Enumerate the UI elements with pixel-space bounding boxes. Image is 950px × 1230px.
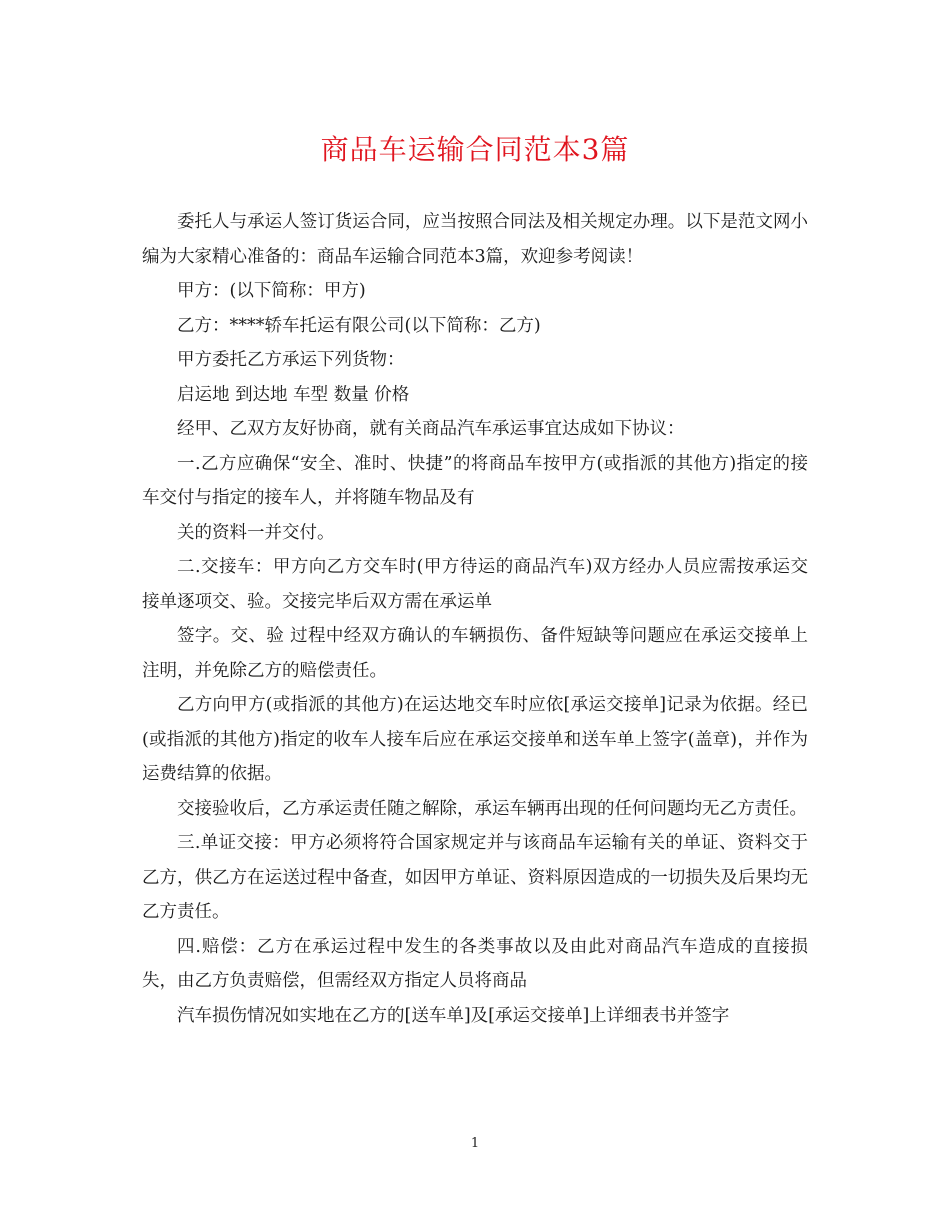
paragraph: 关的资料一并交付。 — [177, 522, 335, 543]
paragraph: 启运地 到达地 车型 数量 价格 — [177, 384, 410, 405]
paragraph: 乙方向甲方(或指派的其他方)在运达地交车时应依[承运交接单]记录为依据。经已(或指派的其他方)指定的收车人接车后应在承运交接单和送车单上签字(盖章)，并作为运费结算的依据。 — [142, 695, 808, 784]
paragraph: 三.单证交接：甲方必须将符合国家规定并与该商品车运输有关的单证、资料交于乙方，供乙方在运送过程中备查，如因甲方单证、资料原因造成的一切损失及后果均无乙方责任。 — [142, 833, 808, 922]
paragraph: 一.乙方应确保“安全、准时、快捷”的将商品车按甲方(或指派的其他方)指定的接车交付与指定的接车人，并将随车物品及有 — [142, 453, 808, 508]
paragraph: 甲方：(以下简称：甲方) — [177, 281, 366, 301]
paragraph: 二.交接车：甲方向乙方交车时(甲方待运的商品汽车)双方经办人员应需按承运交接单逐项交、验。交接完毕后双方需在承运单 — [142, 557, 808, 612]
paragraph: 签字。交、验 过程中经双方确认的车辆损伤、备件短缺等问题应在承运交接单上注明，并免除乙方的赔偿责任。 — [142, 626, 808, 681]
paragraph: 乙方：****轿车托运有限公司(以下简称：乙方) — [177, 315, 541, 336]
document-title: 商品车运输合同范本3篇 — [320, 133, 630, 166]
paragraph: 汽车损伤情况如实地在乙方的[送车单]及[承运交接单]上详细表书并签字 — [177, 1005, 730, 1026]
document-body — [142, 205, 808, 1033]
paragraph: 委托人与承运人签订货运合同，应当按照合同法及相关规定办理。以下是范文网小编为大家精心准备的：商品车运输合同范本3篇，欢迎参考阅读！ — [142, 212, 808, 267]
paragraph: 经甲、乙双方友好协商，就有关商品汽车承运事宜达成如下协议： — [177, 419, 685, 439]
paragraph: 交接验收后，乙方承运责任随之解除，承运车辆再出现的任何问题均无乙方责任。 — [177, 798, 807, 819]
paragraph: 四.赔偿：乙方在承运过程中发生的各类事故以及由此对商品汽车造成的直接损失，由乙方负责赔偿，但需经双方指定人员将商品 — [142, 936, 808, 991]
paragraph: 甲方委托乙方承运下列货物： — [177, 350, 405, 370]
page-number: 1 — [470, 1136, 480, 1151]
